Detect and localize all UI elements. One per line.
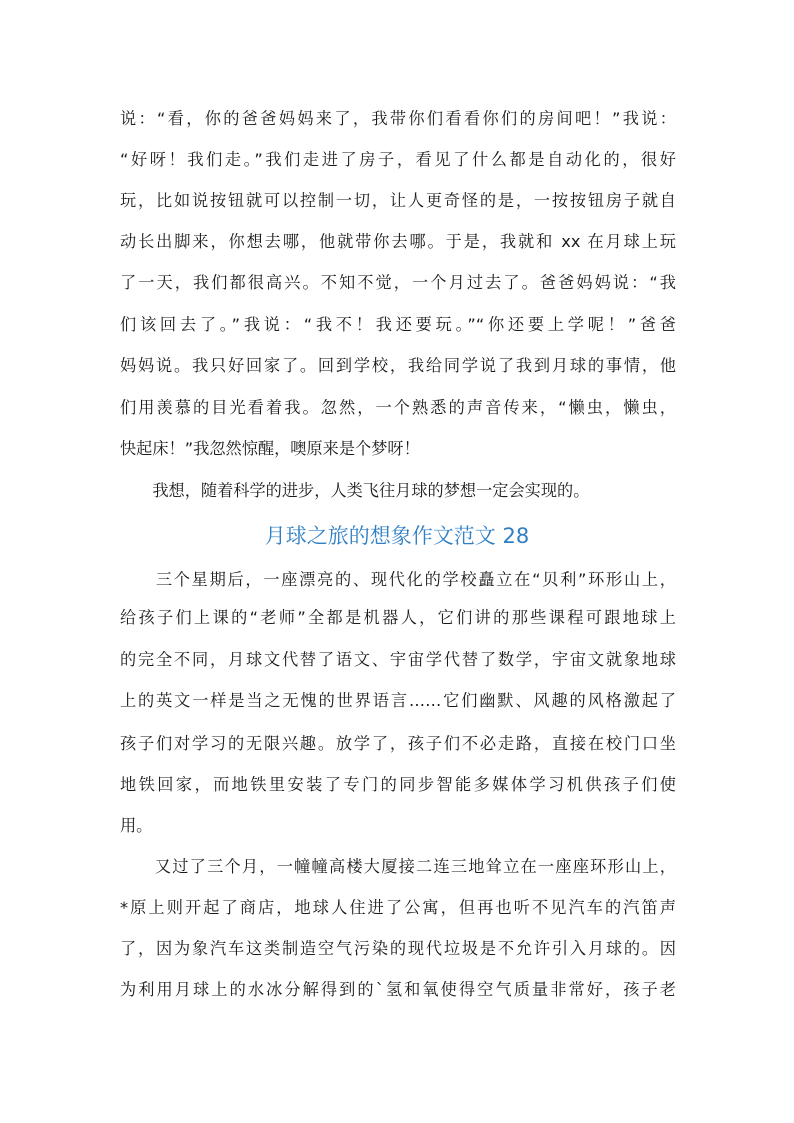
text-line: 说：“看，你的爸爸妈妈来了，我带你们看看你们的房间吧！”我说：	[120, 109, 676, 128]
text-line: 们用羡慕的目光看着我。忽然，一个熟悉的声音传来，“懒虫，懒虫，	[120, 398, 676, 417]
text-line: 又过了三个月，一幢幢高楼大厦接二连三地耸立在一座座环形山上，	[120, 857, 676, 876]
section-heading: 月球之旅的想象作文范文 28	[264, 524, 530, 548]
text-line: 了一天，我们都很高兴。不知不觉，一个月过去了。爸爸妈妈说：“我	[120, 273, 676, 292]
text-line: 玩，比如说按钮就可以控制一切，让人更奇怪的是，一按按钮房子就自	[120, 191, 676, 210]
text-line: 的完全不同，月球文代替了语文、宇宙学代替了数学，宇宙文就象地球	[120, 650, 676, 669]
text-line: “好呀！我们走。”我们走进了房子，看见了什么都是自动化的，很好	[120, 150, 676, 169]
text-line: 们该回去了。”我说：“我不！我还要玩。”“你还要上学呢！”爸爸	[120, 315, 676, 334]
text-line: 妈妈说。我只好回家了。回到学校，我给同学说了我到月球的事情，他	[120, 356, 676, 375]
text-line: 动长出脚来，你想去哪，他就带你去哪。于是，我就和 xx 在月球上玩	[120, 232, 676, 251]
text-line: 三个星期后，一座漂亮的、现代化的学校矗立在“贝利”环形山上，	[120, 570, 676, 589]
text-line: *原上则开起了商店，地球人住进了公寓，但再也听不见汽车的汽笛声	[120, 898, 676, 917]
text-line: 用。	[120, 816, 153, 835]
text-line: 地铁回家，而地铁里安装了专门的同步智能多媒体学习机供孩子们使	[120, 775, 676, 794]
text-line: 为利用月球上的水冰分解得到的`氢和氧使得空气质量非常好，孩子老	[120, 980, 676, 999]
text-line: 孩子们对学习的无限兴趣。放学了，孩子们不必走路，直接在校门口坐	[120, 734, 676, 753]
closing-paragraph: 我想，随着科学的进步，人类飞往月球的梦想一定会实现的。	[120, 481, 590, 500]
text-line: 给孩子们上课的“老师”全都是机器人，它们讲的那些课程可跟地球上	[120, 608, 676, 627]
text-line: 快起床！”我忽然惊醒，噢原来是个梦呀！	[120, 439, 420, 458]
text-line: 了，因为象汽车这类制造空气污染的现代垃圾是不允许引入月球的。因	[120, 939, 676, 958]
text-line: 上的英文一样是当之无愧的世界语言……它们幽默、风趣的风格激起了	[120, 691, 676, 710]
